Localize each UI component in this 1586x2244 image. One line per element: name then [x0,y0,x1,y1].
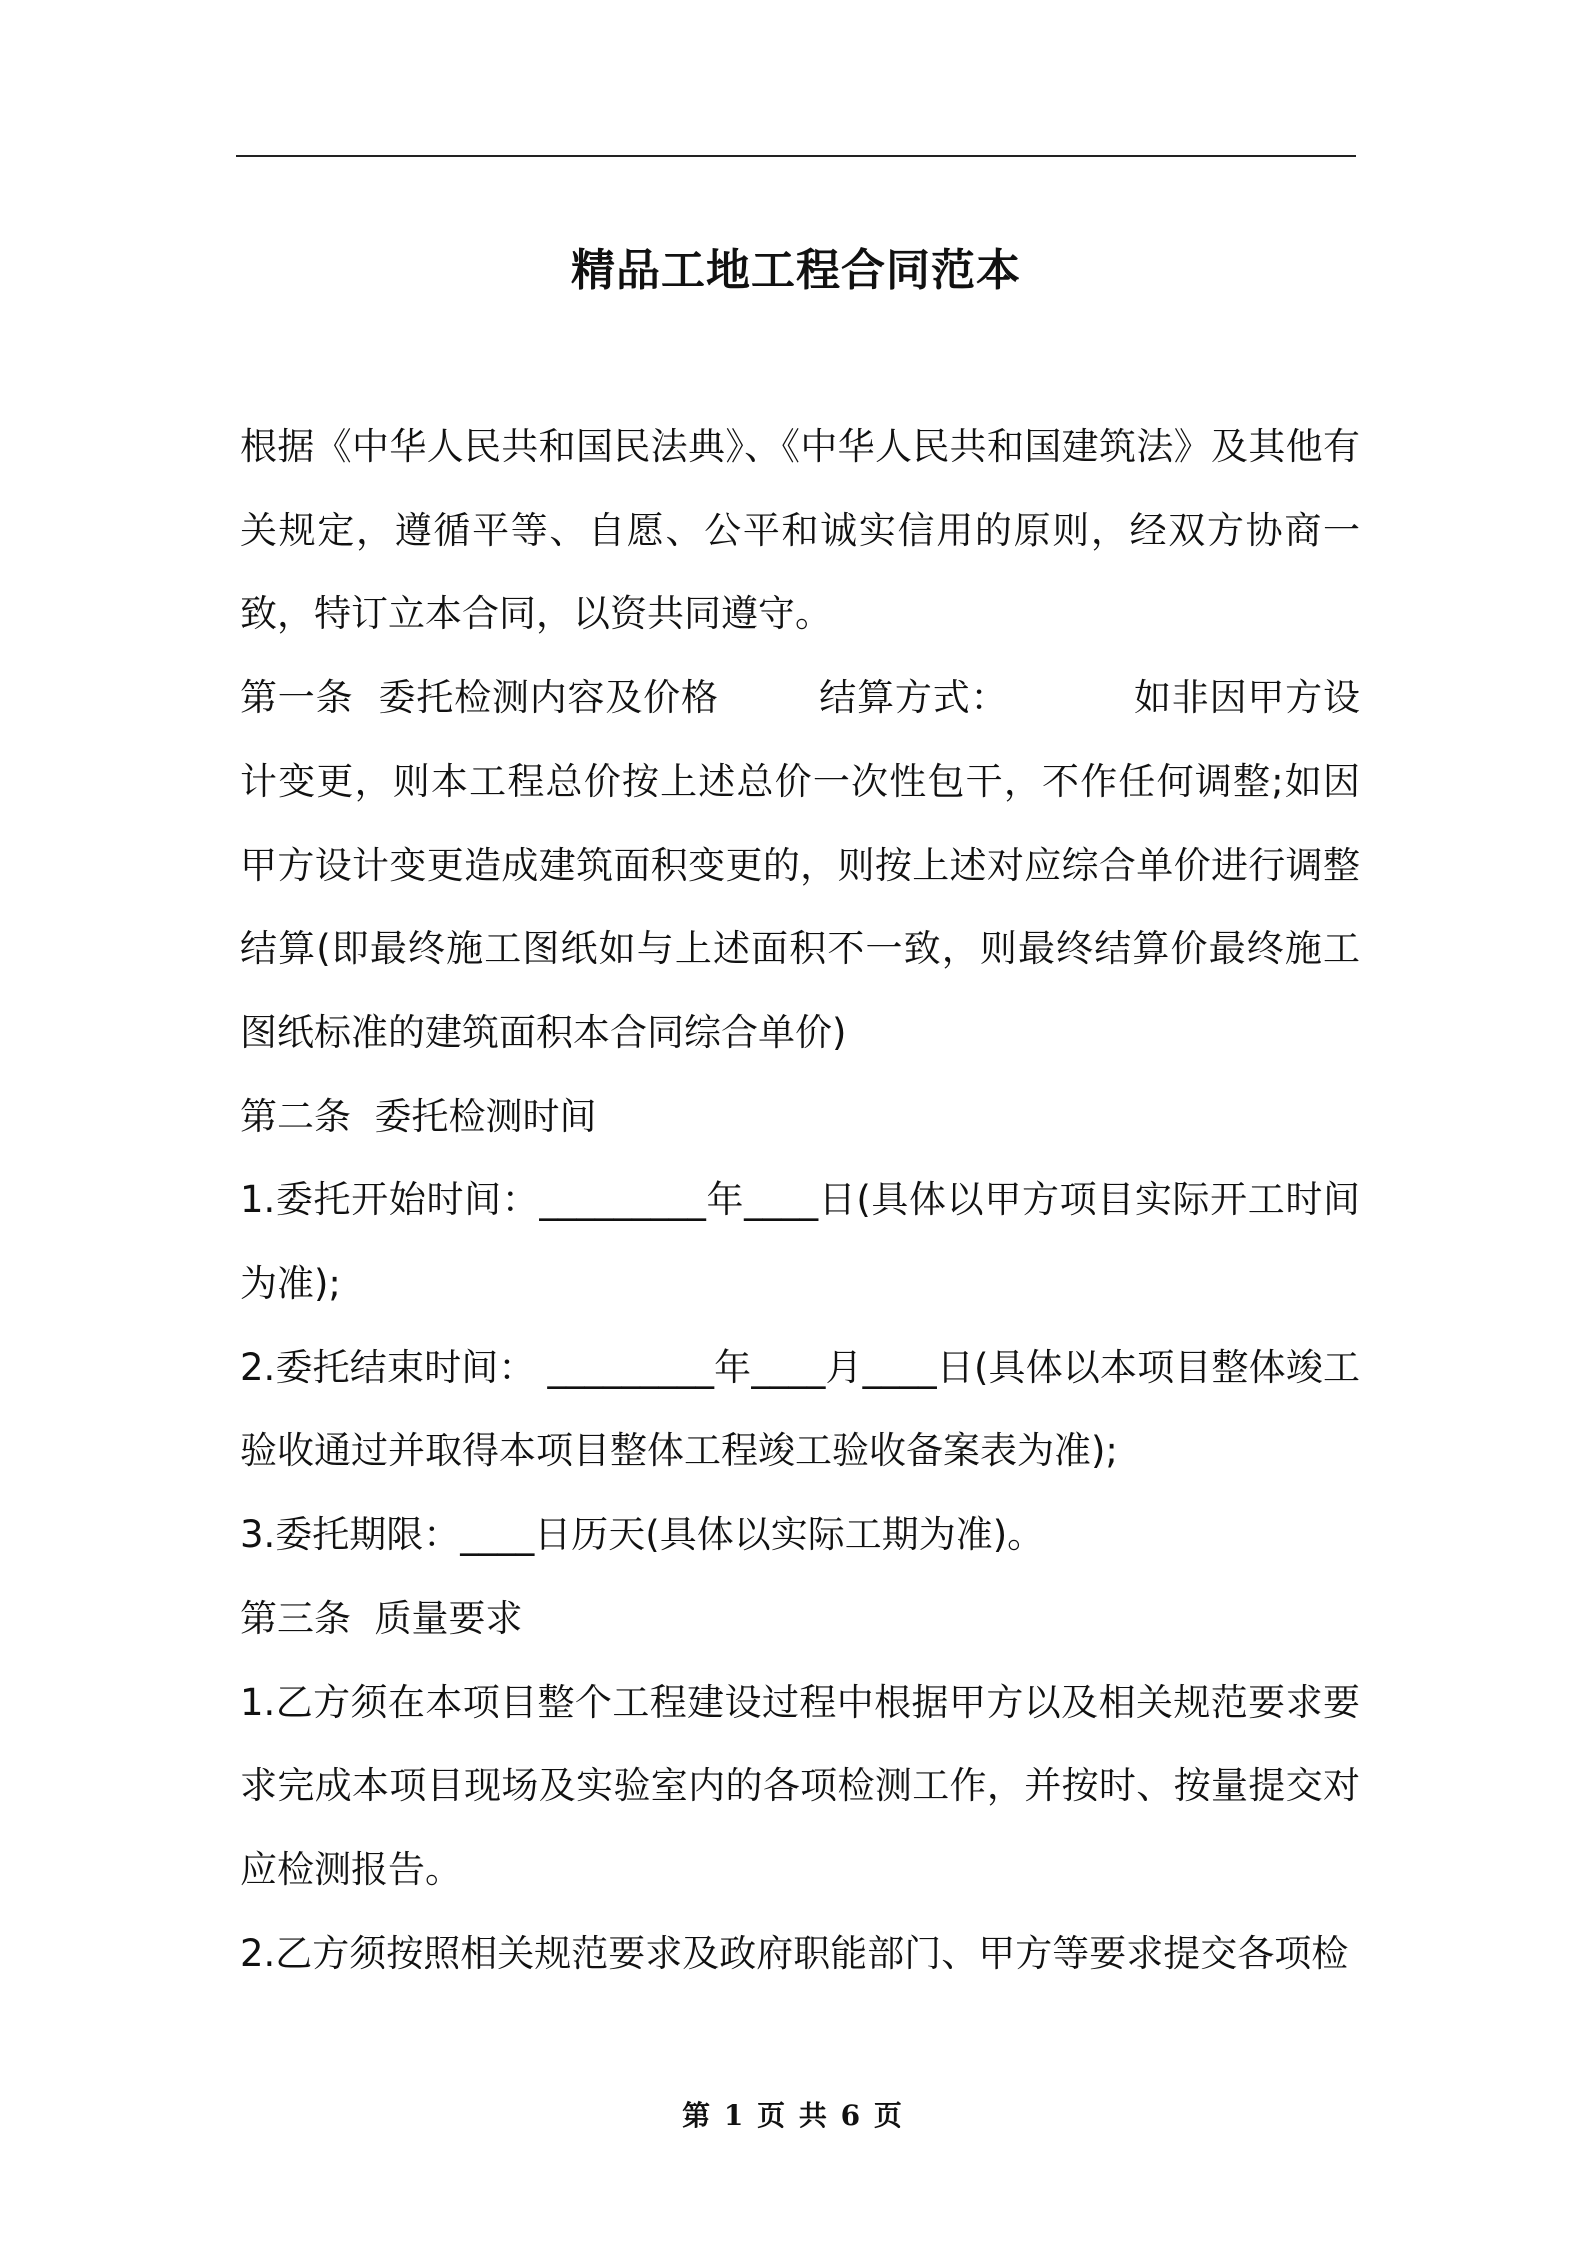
article-2-item-1: 1.委托开始时间：_________年____日(具体以甲方项目实际开工时间为准); [240,1178,1360,1306]
header-rule [236,155,1356,157]
article-2-heading: 第二条 委托检测时间 [240,1094,597,1138]
document-title: 精品工地工程合同范本 [571,245,1021,297]
article-2-item-3: 3.委托期限：____日历天(具体以实际工期为准)。 [240,1513,1045,1557]
article-3-item-1: 1.乙方须在本项目整个工程建设过程中根据甲方以及相关规范要求要求完成本项目现场及实验室内的各项检测工作，并按时、按量提交对应检测报告。 [240,1680,1360,1891]
document-body [240,405,1360,1995]
article-3-heading: 第三条 质量要求 [240,1596,523,1640]
article-3-item-2: 2.乙方须按照相关规范要求及政府职能部门、甲方等要求提交各项检 [240,1931,1349,1975]
article-2-item-2: 2.委托结束时间： _________年____月____日(具体以本项目整体竣工验收通过并取得本项目整体工程竣工验收备案表为准); [240,1345,1360,1473]
preamble-paragraph: 根据《中华人民共和国民法典》、《中华人民共和国建筑法》及其他有关规定，遵循平等、自愿、公平和诚实信用的原则，经双方协商一致，特订立本合同，以资共同遵守。 [240,425,1360,636]
page-number: 第 1 页 共 6 页 [682,2099,904,2132]
article-1-paragraph: 第一条 委托检测内容及价格 结算方式： 如非因甲方设计变更，则本工程总价按上述总价一次性包干，不作任何调整;如因甲方设计变更造成建筑面积变更的，则按上述对应综合单价进行调整结算(即最终施工图纸如与上述面积不一致，则最终结算价最终施工图纸标准的建筑面积本合同综合单价) [240,676,1360,1054]
